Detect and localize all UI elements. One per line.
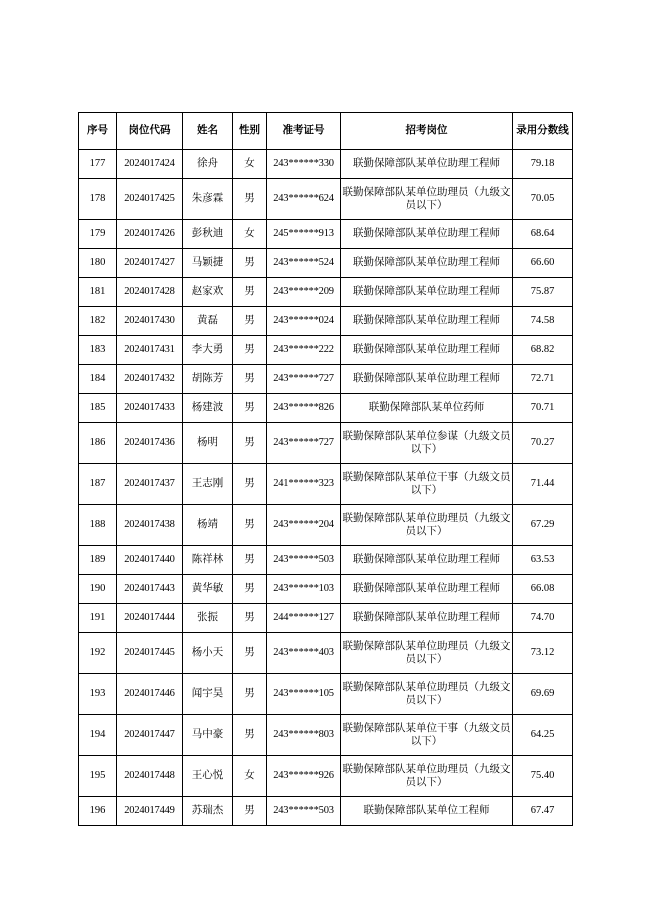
cell-gender: 女 <box>233 220 267 249</box>
cell-score-line: 74.70 <box>513 604 573 633</box>
cell-exam-number: 243******727 <box>267 365 341 394</box>
table-row <box>79 307 573 336</box>
cell-seq: 192 <box>79 633 117 674</box>
cell-score-line: 79.18 <box>513 150 573 179</box>
table-header <box>79 113 573 150</box>
column-header-name: 姓名 <box>183 113 233 150</box>
cell-score-line: 67.47 <box>513 797 573 826</box>
table-row <box>79 715 573 756</box>
cell-position: 联勤保障部队某单位干事（九级文员以下） <box>341 464 513 505</box>
cell-seq: 179 <box>79 220 117 249</box>
cell-position: 联勤保障部队某单位助理工程师 <box>341 604 513 633</box>
cell-seq: 196 <box>79 797 117 826</box>
cell-position: 联勤保障部队某单位助理工程师 <box>341 249 513 278</box>
cell-score-line: 75.40 <box>513 756 573 797</box>
cell-score-line: 71.44 <box>513 464 573 505</box>
table-row <box>79 423 573 464</box>
cell-exam-number: 243******204 <box>267 505 341 546</box>
cell-gender: 男 <box>233 336 267 365</box>
cell-name: 王心悦 <box>183 756 233 797</box>
cell-score-line: 70.27 <box>513 423 573 464</box>
cell-position: 联勤保障部队某单位助理工程师 <box>341 575 513 604</box>
table-row <box>79 797 573 826</box>
cell-name: 闻宇昊 <box>183 674 233 715</box>
cell-name: 苏瑞杰 <box>183 797 233 826</box>
cell-position: 联勤保障部队某单位助理工程师 <box>341 546 513 575</box>
cell-seq: 190 <box>79 575 117 604</box>
cell-exam-number: 243******103 <box>267 575 341 604</box>
cell-position: 联勤保障部队某单位助理工程师 <box>341 365 513 394</box>
cell-seq: 191 <box>79 604 117 633</box>
cell-post-code: 2024017448 <box>117 756 183 797</box>
cell-post-code: 2024017427 <box>117 249 183 278</box>
cell-gender: 男 <box>233 278 267 307</box>
cell-position: 联勤保障部队某单位助理工程师 <box>341 336 513 365</box>
cell-seq: 187 <box>79 464 117 505</box>
cell-exam-number: 243******803 <box>267 715 341 756</box>
cell-seq: 185 <box>79 394 117 423</box>
cell-position: 联勤保障部队某单位助理员（九级文员以下） <box>341 179 513 220</box>
cell-name: 黄华敏 <box>183 575 233 604</box>
table-row <box>79 336 573 365</box>
cell-gender: 男 <box>233 179 267 220</box>
cell-gender: 男 <box>233 674 267 715</box>
cell-seq: 182 <box>79 307 117 336</box>
cell-position: 联勤保障部队某单位助理员（九级文员以下） <box>341 674 513 715</box>
cell-gender: 女 <box>233 150 267 179</box>
cell-post-code: 2024017447 <box>117 715 183 756</box>
cell-name: 徐舟 <box>183 150 233 179</box>
cell-name: 李大勇 <box>183 336 233 365</box>
cell-position: 联勤保障部队某单位药师 <box>341 394 513 423</box>
cell-score-line: 66.60 <box>513 249 573 278</box>
cell-seq: 193 <box>79 674 117 715</box>
cell-exam-number: 243******209 <box>267 278 341 307</box>
cell-score-line: 63.53 <box>513 546 573 575</box>
cell-gender: 男 <box>233 546 267 575</box>
column-header-gender: 性别 <box>233 113 267 150</box>
cell-name: 陈祥林 <box>183 546 233 575</box>
cell-post-code: 2024017433 <box>117 394 183 423</box>
cell-score-line: 68.82 <box>513 336 573 365</box>
cell-seq: 184 <box>79 365 117 394</box>
table-header-row <box>79 113 573 150</box>
cell-name: 王志刚 <box>183 464 233 505</box>
cell-name: 马颖捷 <box>183 249 233 278</box>
cell-post-code: 2024017445 <box>117 633 183 674</box>
cell-post-code: 2024017432 <box>117 365 183 394</box>
cell-seq: 195 <box>79 756 117 797</box>
cell-gender: 女 <box>233 756 267 797</box>
cell-position: 联勤保障部队某单位干事（九级文员以下） <box>341 715 513 756</box>
cell-exam-number: 243******503 <box>267 797 341 826</box>
cell-position: 联勤保障部队某单位参谋（九级文员以下） <box>341 423 513 464</box>
cell-post-code: 2024017436 <box>117 423 183 464</box>
cell-name: 彭秋迪 <box>183 220 233 249</box>
cell-exam-number: 243******024 <box>267 307 341 336</box>
column-header-position: 招考岗位 <box>341 113 513 150</box>
table-row <box>79 394 573 423</box>
cell-gender: 男 <box>233 394 267 423</box>
cell-gender: 男 <box>233 633 267 674</box>
cell-post-code: 2024017424 <box>117 150 183 179</box>
table-row <box>79 674 573 715</box>
cell-score-line: 67.29 <box>513 505 573 546</box>
cell-exam-number: 243******826 <box>267 394 341 423</box>
table-row <box>79 278 573 307</box>
cell-post-code: 2024017437 <box>117 464 183 505</box>
cell-name: 赵家欢 <box>183 278 233 307</box>
cell-name: 张振 <box>183 604 233 633</box>
cell-post-code: 2024017440 <box>117 546 183 575</box>
cell-exam-number: 243******222 <box>267 336 341 365</box>
cell-post-code: 2024017431 <box>117 336 183 365</box>
cell-exam-number: 243******330 <box>267 150 341 179</box>
cell-post-code: 2024017426 <box>117 220 183 249</box>
cell-seq: 180 <box>79 249 117 278</box>
cell-score-line: 73.12 <box>513 633 573 674</box>
cell-post-code: 2024017430 <box>117 307 183 336</box>
cell-exam-number: 244******127 <box>267 604 341 633</box>
table-row <box>79 633 573 674</box>
cell-name: 杨明 <box>183 423 233 464</box>
cell-name: 杨靖 <box>183 505 233 546</box>
cell-score-line: 74.58 <box>513 307 573 336</box>
cell-gender: 男 <box>233 307 267 336</box>
table-row <box>79 179 573 220</box>
cell-score-line: 72.71 <box>513 365 573 394</box>
cell-gender: 男 <box>233 715 267 756</box>
score-table <box>78 112 573 826</box>
cell-name: 杨小天 <box>183 633 233 674</box>
cell-post-code: 2024017425 <box>117 179 183 220</box>
cell-gender: 男 <box>233 797 267 826</box>
cell-score-line: 64.25 <box>513 715 573 756</box>
cell-exam-number: 243******926 <box>267 756 341 797</box>
cell-exam-number: 243******403 <box>267 633 341 674</box>
cell-position: 联勤保障部队某单位助理员（九级文员以下） <box>341 756 513 797</box>
cell-seq: 183 <box>79 336 117 365</box>
table-row <box>79 220 573 249</box>
cell-post-code: 2024017438 <box>117 505 183 546</box>
cell-name: 胡陈芳 <box>183 365 233 394</box>
cell-gender: 男 <box>233 464 267 505</box>
cell-seq: 189 <box>79 546 117 575</box>
cell-score-line: 69.69 <box>513 674 573 715</box>
cell-seq: 178 <box>79 179 117 220</box>
table-body <box>79 150 573 826</box>
cell-exam-number: 243******524 <box>267 249 341 278</box>
cell-position: 联勤保障部队某单位助理员（九级文员以下） <box>341 633 513 674</box>
column-header-score-line: 录用分数线 <box>513 113 573 150</box>
cell-exam-number: 243******105 <box>267 674 341 715</box>
cell-position: 联勤保障部队某单位助理工程师 <box>341 150 513 179</box>
cell-score-line: 75.87 <box>513 278 573 307</box>
cell-seq: 181 <box>79 278 117 307</box>
table-row <box>79 150 573 179</box>
cell-gender: 男 <box>233 604 267 633</box>
cell-exam-number: 243******624 <box>267 179 341 220</box>
cell-exam-number: 241******323 <box>267 464 341 505</box>
cell-score-line: 66.08 <box>513 575 573 604</box>
table-row <box>79 464 573 505</box>
table-row <box>79 604 573 633</box>
cell-position: 联勤保障部队某单位助理工程师 <box>341 278 513 307</box>
cell-seq: 177 <box>79 150 117 179</box>
cell-seq: 186 <box>79 423 117 464</box>
cell-name: 黄磊 <box>183 307 233 336</box>
cell-gender: 男 <box>233 505 267 546</box>
cell-name: 朱彦霖 <box>183 179 233 220</box>
cell-exam-number: 245******913 <box>267 220 341 249</box>
cell-seq: 188 <box>79 505 117 546</box>
cell-name: 马中豪 <box>183 715 233 756</box>
cell-score-line: 70.71 <box>513 394 573 423</box>
table-row <box>79 756 573 797</box>
column-header-seq: 序号 <box>79 113 117 150</box>
column-header-exam-number: 准考证号 <box>267 113 341 150</box>
cell-exam-number: 243******727 <box>267 423 341 464</box>
cell-seq: 194 <box>79 715 117 756</box>
table-row <box>79 505 573 546</box>
cell-gender: 男 <box>233 249 267 278</box>
cell-position: 联勤保障部队某单位助理员（九级文员以下） <box>341 505 513 546</box>
cell-score-line: 68.64 <box>513 220 573 249</box>
cell-post-code: 2024017443 <box>117 575 183 604</box>
table-row <box>79 546 573 575</box>
cell-position: 联勤保障部队某单位助理工程师 <box>341 220 513 249</box>
table-row <box>79 365 573 394</box>
cell-score-line: 70.05 <box>513 179 573 220</box>
cell-post-code: 2024017444 <box>117 604 183 633</box>
cell-post-code: 2024017428 <box>117 278 183 307</box>
cell-gender: 男 <box>233 575 267 604</box>
cell-position: 联勤保障部队某单位助理工程师 <box>341 307 513 336</box>
cell-post-code: 2024017449 <box>117 797 183 826</box>
cell-position: 联勤保障部队某单位工程师 <box>341 797 513 826</box>
table-row <box>79 249 573 278</box>
cell-gender: 男 <box>233 365 267 394</box>
column-header-post-code: 岗位代码 <box>117 113 183 150</box>
cell-gender: 男 <box>233 423 267 464</box>
cell-exam-number: 243******503 <box>267 546 341 575</box>
cell-post-code: 2024017446 <box>117 674 183 715</box>
cell-name: 杨建波 <box>183 394 233 423</box>
table-row <box>79 575 573 604</box>
